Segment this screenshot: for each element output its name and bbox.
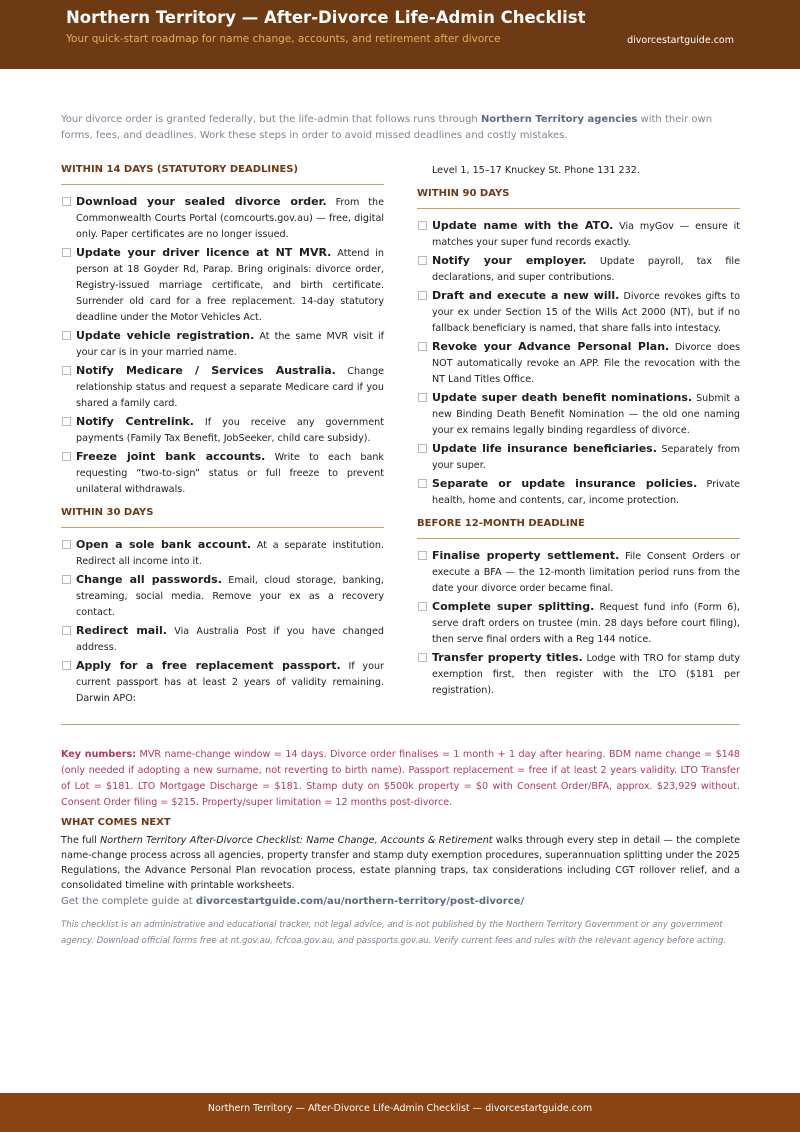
site-name: divorcestartguide.com (627, 35, 734, 46)
checkbox-icon[interactable] (62, 575, 71, 584)
checkbox-icon[interactable] (418, 291, 427, 300)
checklist-item (417, 548, 740, 597)
checklist-item-detail: At a separate institution. Redirect all income into it. (76, 540, 384, 567)
checklist-item-detail: Request fund info (Form 6), serve draft orders on trustee (min. 28 days before court filing), then serve final orders with a Reg 144 notice. (432, 602, 740, 645)
section-heading-90-days: WITHIN 90 DAYS (417, 187, 740, 209)
checklist-item-detail: Change relationship status and request a separate Medicare card if you shared a family card. (76, 366, 384, 409)
checklist-item-detail: Update payroll, tax file declarations, and super contributions. (432, 256, 740, 283)
checkbox-icon[interactable] (418, 342, 427, 351)
checklist-item-title: Freeze joint bank accounts. (76, 450, 266, 463)
checklist-item-detail: Write to each bank requesting “two-to-sign” status or full freeze to prevent unilateral withdrawals. (76, 452, 384, 495)
checklist-item-title: Update name with the ATO. (432, 219, 614, 232)
checkbox-icon[interactable] (418, 551, 427, 560)
checkbox-icon[interactable] (62, 661, 71, 670)
checklist-item-title: Update super death benefit nominations. (432, 391, 693, 404)
checklist-item-detail: If you receive any government payments (Family Tax Benefit, JobSeeker, child care subsidy). (76, 417, 385, 444)
checklist-14-days (61, 194, 384, 498)
checkbox-icon[interactable] (418, 479, 427, 488)
checklist-item-title: Apply for a free replacement passport. (76, 659, 341, 672)
guide-line (61, 896, 524, 907)
checklist-item (417, 253, 740, 286)
checklist-item (61, 245, 384, 326)
checklist-item-title: Finalise property settlement. (432, 549, 620, 562)
whats-next-heading: WHAT COMES NEXT (61, 817, 171, 828)
checklist-item (61, 572, 384, 621)
guide-title: Northern Territory After-Divorce Checklist: Name Change, Accounts & Retirement (100, 835, 493, 846)
checklist-item-title: Transfer property titles. (432, 651, 583, 664)
checklist-item-detail: Attend in person at 18 Goyder Rd, Parap. Bring originals: divorce order, Registry-issued marriage certificate, and birth certificate. Surrender old card for a free replacement. 14-day statutory deadline under the Motor Vehicles Act. (76, 248, 384, 323)
checklist-item (417, 441, 740, 474)
section-heading-30-days: WITHIN 30 DAYS (61, 506, 384, 528)
checklist-item-detail: Private health, home and contents, car, income protection. (432, 479, 741, 506)
checklist-item-title: Change all passwords. (76, 573, 222, 586)
checkbox-icon[interactable] (62, 331, 71, 340)
checklist-item-detail: File Consent Orders or execute a BFA — the 12-month limitation period runs from the date your divorce order became final. (432, 551, 740, 594)
checklist-item (61, 658, 384, 707)
divider (61, 724, 740, 725)
checklist-item-detail: Divorce does NOT automatically revoke an APP. File the revocation with the NT Land Titles Office. (432, 342, 740, 385)
right-column (417, 163, 740, 701)
checklist-item-title: Open a sole bank account. (76, 538, 252, 551)
checklist-item-title: Update your driver licence at NT MVR. (76, 246, 332, 259)
checkbox-icon[interactable] (62, 540, 71, 549)
checklist-item (61, 194, 384, 243)
checkbox-icon[interactable] (418, 602, 427, 611)
page-subtitle: Your quick-start roadmap for name change, accounts, and retirement after divorce (66, 33, 501, 45)
checklist-item-title: Complete super splitting. (432, 600, 595, 613)
checkbox-icon[interactable] (62, 366, 71, 375)
checklist-item-detail: Via myGov — ensure it matches your super fund records exactly. (432, 221, 740, 248)
checklist-item-title: Download your sealed divorce order. (76, 195, 327, 208)
passport-continuation: Level 1, 15–17 Knuckey St. Phone 131 232. (432, 165, 640, 176)
intro-highlight: Northern Territory agencies (480, 114, 638, 125)
checkbox-icon[interactable] (418, 221, 427, 230)
checkbox-icon[interactable] (62, 626, 71, 635)
checklist-item (417, 650, 740, 699)
checklist-30-days (61, 537, 384, 707)
checklist-item-title: Draft and execute a new will. (432, 289, 620, 302)
whats-next-body (61, 833, 740, 893)
checklist-item (417, 218, 740, 251)
checklist-item-detail: At the same MVR visit if your car is in your married name. (76, 331, 385, 358)
checklist-item-detail: From the Commonwealth Courts Portal (comcourts.gov.au) — free, digital only. Paper certificates are no longer issued. (76, 197, 384, 240)
checklist-item-title: Notify your employer. (432, 254, 587, 267)
checklist-item-title: Revoke your Advance Personal Plan. (432, 340, 670, 353)
whats-next-text-end: walks through every step in detail — the complete name-change process across all agencies, property transfer and stamp duty exemption procedures, superannuation splitting under the 2025 Regulations, the Advance Personal Plan revocation process, estate planning traps, tax considerations including CGT rollover relief, and a consolidated timeline with printable worksheets. (61, 835, 741, 891)
checklist-item-title: Update vehicle registration. (76, 329, 255, 342)
checkbox-icon[interactable] (62, 417, 71, 426)
checklist-item-detail: Separately from your super. (432, 444, 740, 471)
page-title: Northern Territory — After-Divorce Life-Admin Checklist (66, 8, 586, 27)
checklist-item-detail: Lodge with TRO for stamp duty exemption first, then register with the LTO ($181 per registration). (432, 653, 740, 696)
checklist-item-title: Notify Centrelink. (76, 415, 194, 428)
whats-next-text: The full (61, 835, 101, 846)
checklist-item (417, 288, 740, 337)
checklist-item-title: Redirect mail. (76, 624, 167, 637)
footer-text: Northern Territory — After-Divorce Life-Admin Checklist — divorcestartguide.com (207, 1103, 593, 1114)
checklist-item (61, 414, 384, 447)
guide-link[interactable]: divorcestartguide.com/au/northern-territory/post-divorce/ (195, 896, 525, 907)
footer-banner (0, 1093, 800, 1132)
checkbox-icon[interactable] (62, 452, 71, 461)
guide-label: Get the complete guide at (61, 896, 196, 907)
left-column (61, 163, 384, 709)
checklist-item (417, 339, 740, 388)
checklist-item (61, 328, 384, 361)
checklist-item-detail: Email, cloud storage, banking, streaming, social media. Remove your ex as a recovery contact. (76, 575, 384, 618)
checklist-item (61, 449, 384, 498)
checklist-90-days (417, 218, 740, 509)
checklist-item-detail: Divorce revokes gifts to your ex under Section 15 of the Wills Act 2000 (NT), but if no fallback beneficiary is named, that share falls into intestacy. (432, 291, 740, 334)
intro-text: Your divorce order is granted federally, but the life-admin that follows runs through (61, 114, 481, 125)
checklist-item (417, 599, 740, 648)
checklist-12-month (417, 548, 740, 699)
checklist-item (61, 537, 384, 570)
key-numbers-label: Key numbers: (61, 749, 137, 760)
key-numbers (61, 747, 740, 811)
checkbox-icon[interactable] (62, 197, 71, 206)
header-banner (0, 0, 800, 69)
checklist-item-detail: If your current passport has at least 2 years of validity remaining. Darwin APO: (76, 661, 384, 704)
checklist-item-detail: Submit a new Binding Death Benefit Nomination — the old one naming your ex remains legally binding regardless of divorce. (432, 393, 740, 436)
key-numbers-text: MVR name-change window = 14 days. Divorce order finalises = 1 month + 1 day after hearing. BDM name change = $148 (only needed if adopting a new surname, not reverting to birth name). Passport replacement = free if at least 2 years validity. LTO Transfer of Lot = $181. LTO Mortgage Discharge = $181. Stamp duty on $500k property = $0 with Consent Order/BFA, approx. $23,929 without. Consent Order filing = $215. Property/super limitation = 12 months post-divorce. (61, 749, 740, 808)
checklist-item (417, 476, 740, 509)
checkbox-icon[interactable] (418, 653, 427, 662)
checkbox-icon[interactable] (418, 393, 427, 402)
disclaimer: This checklist is an administrative and educational tracker, not legal advice, and is not published by the Northern Territory Government or any government agency. Download official forms free at nt.gov.au, fcfcoa.gov.au, and passports.gov.au. Verify current fees and rules with the relevant agency before acting. (61, 920, 727, 946)
checklist-item (61, 363, 384, 412)
checklist-item-title: Separate or update insurance policies. (432, 477, 698, 490)
checklist-item (417, 390, 740, 439)
checklist-item (61, 623, 384, 656)
checkbox-icon[interactable] (62, 248, 71, 257)
checkbox-icon[interactable] (418, 256, 427, 265)
section-heading-12-month: BEFORE 12-MONTH DEADLINE (417, 517, 740, 539)
section-heading-14-days: WITHIN 14 DAYS (STATUTORY DEADLINES) (61, 163, 384, 185)
checklist-item-detail: Via Australia Post if you have changed address. (76, 626, 384, 653)
intro-text-end: with their own forms, fees, and deadlines. Work these steps in order to avoid missed deadlines and costly mistakes. (61, 114, 713, 141)
intro-paragraph (61, 112, 741, 144)
checklist-item-title: Update life insurance beneficiaries. (432, 442, 657, 455)
checklist-item-title: Notify Medicare / Services Australia. (76, 364, 336, 377)
checkbox-icon[interactable] (418, 444, 427, 453)
